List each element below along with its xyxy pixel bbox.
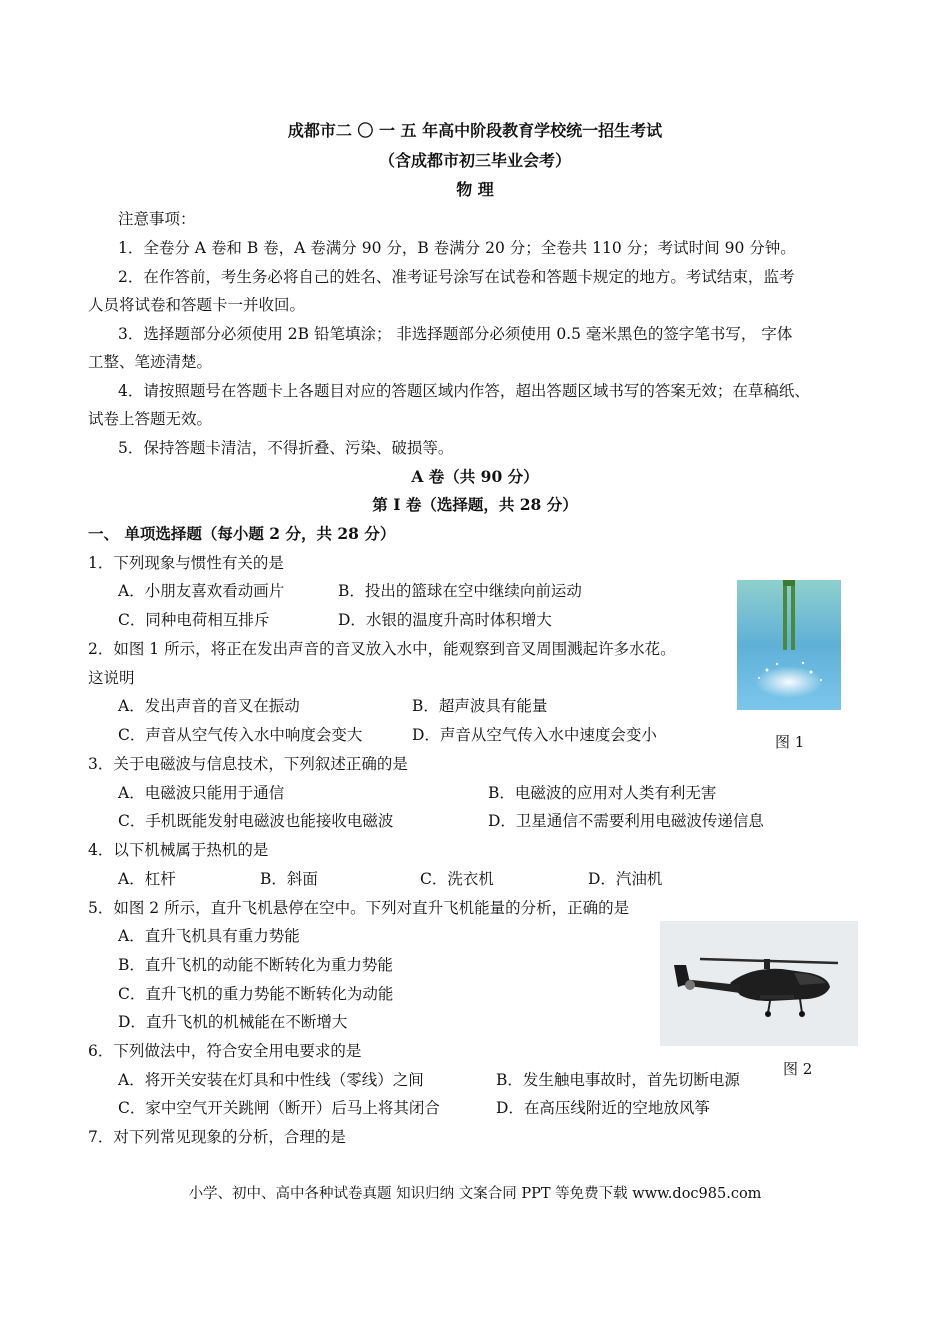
note-2: 2．在作答前，考生务必将自己的姓名、准考证号涂写在试卷和答题卡规定的地方。考试结束，监考 — [118, 268, 795, 286]
note-4-cont: 试卷上答题无效。 — [88, 410, 213, 428]
q2-option-a: A．发出声音的音叉在振动 — [118, 697, 300, 715]
page-footer: 小学、初中、高中各种试卷真题 知识归纳 文案合同 PPT 等免费下载 www.doc985.com — [188, 1186, 762, 1202]
q3-option-d: D．卫星通信不需要利用电磁波传递信息 — [488, 812, 764, 830]
q5-option-b: B．直升飞机的动能不断转化为重力势能 — [118, 956, 393, 974]
note-5: 5．保持答题卡清洁，不得折叠、污染、破损等。 — [118, 439, 454, 457]
q2-option-c: C．声音从空气传入水中响度会变大 — [118, 726, 363, 744]
q4-option-b: B．斜面 — [260, 870, 318, 888]
q1-option-c: C．同种电荷相互排斥 — [118, 611, 270, 629]
figure-1-tuning-fork-photo — [737, 580, 841, 710]
exam-subtitle: （含成都市初三毕业会考） — [378, 151, 571, 170]
note-2-cont: 人员将试卷和答题卡一并收回。 — [88, 296, 306, 314]
q6-stem: 6．下列做法中，符合安全用电要求的是 — [88, 1042, 362, 1060]
q2-option-d: D．声音从空气传入水中速度会变小 — [412, 726, 657, 744]
note-3: 3．选择题部分必须使用 2B 铅笔填涂； 非选择题部分必须使用 0.5 毫米黑色的签字笔书写， 字体 — [118, 325, 793, 343]
q6-option-c: C．家中空气开关跳闸（断开）后马上将其闭合 — [118, 1099, 440, 1117]
part-1-heading: 第 I 卷（选择题，共 28 分） — [372, 495, 578, 514]
q1-stem: 1．下列现象与惯性有关的是 — [88, 554, 284, 572]
figure-2-helicopter-photo — [660, 921, 858, 1046]
q7-stem: 7．对下列常见现象的分析，合理的是 — [88, 1128, 346, 1146]
exam-title: 成都市二 〇 一 五 年高中阶段教育学校统一招生考试 — [287, 121, 663, 140]
note-3-cont: 工整、笔迹清楚。 — [88, 353, 213, 371]
q3-option-a: A．电磁波只能用于通信 — [118, 784, 285, 802]
q2-option-b: B．超声波具有能量 — [412, 697, 548, 715]
q5-stem: 5．如图 2 所示，直升飞机悬停在空中。下列对直升飞机能量的分析，正确的是 — [88, 899, 630, 917]
note-1: 1．全卷分 A 卷和 B 卷，A 卷满分 90 分，B 卷满分 20 分；全卷共 110 分；考试时间 90 分钟。 — [118, 239, 796, 257]
q6-option-d: D．在高压线附近的空地放风筝 — [496, 1099, 710, 1117]
figure-1-caption: 图 1 — [775, 733, 805, 751]
q3-stem: 3．关于电磁波与信息技术，下列叙述正确的是 — [88, 755, 408, 773]
q1-option-d: D．水银的温度升高时体积增大 — [338, 611, 552, 629]
notes-heading: 注意事项： — [118, 210, 196, 228]
q3-option-c: C．手机既能发射电磁波也能接收电磁波 — [118, 812, 394, 830]
note-4: 4．请按照题号在答题卡上各题目对应的答题区域内作答，超出答题区域书写的答案无效；在草稿纸、 — [118, 382, 810, 400]
question-type-heading: 一、 单项选择题（每小题 2 分，共 28 分） — [88, 524, 396, 543]
q5-option-d: D．直升飞机的机械能在不断增大 — [118, 1013, 348, 1031]
paper-a-heading: A 卷（共 90 分） — [411, 467, 539, 486]
q4-option-d: D．汽油机 — [588, 870, 663, 888]
q6-option-b: B．发生触电事故时，首先切断电源 — [496, 1071, 740, 1089]
q4-option-a: A．杠杆 — [118, 870, 176, 888]
q2-stem: 2．如图 1 所示，将正在发出声音的音叉放入水中，能观察到音叉周围溅起许多水花。 — [88, 640, 676, 658]
q1-option-b: B．投出的篮球在空中继续向前运动 — [338, 582, 582, 600]
q5-option-c: C．直升飞机的重力势能不断转化为动能 — [118, 985, 394, 1003]
q4-option-c: C．洗衣机 — [420, 870, 494, 888]
q3-option-b: B．电磁波的应用对人类有利无害 — [488, 784, 717, 802]
q6-option-a: A．将开关安装在灯具和中性线（零线）之间 — [118, 1071, 424, 1089]
subject-title: 物 理 — [456, 180, 494, 199]
q5-option-a: A．直升飞机具有重力势能 — [118, 927, 300, 945]
q2-stem-cont: 这说明 — [88, 669, 135, 687]
q4-stem: 4．以下机械属于热机的是 — [88, 841, 269, 859]
figure-2-caption: 图 2 — [783, 1060, 813, 1078]
q1-option-a: A．小朋友喜欢看动画片 — [118, 582, 285, 600]
